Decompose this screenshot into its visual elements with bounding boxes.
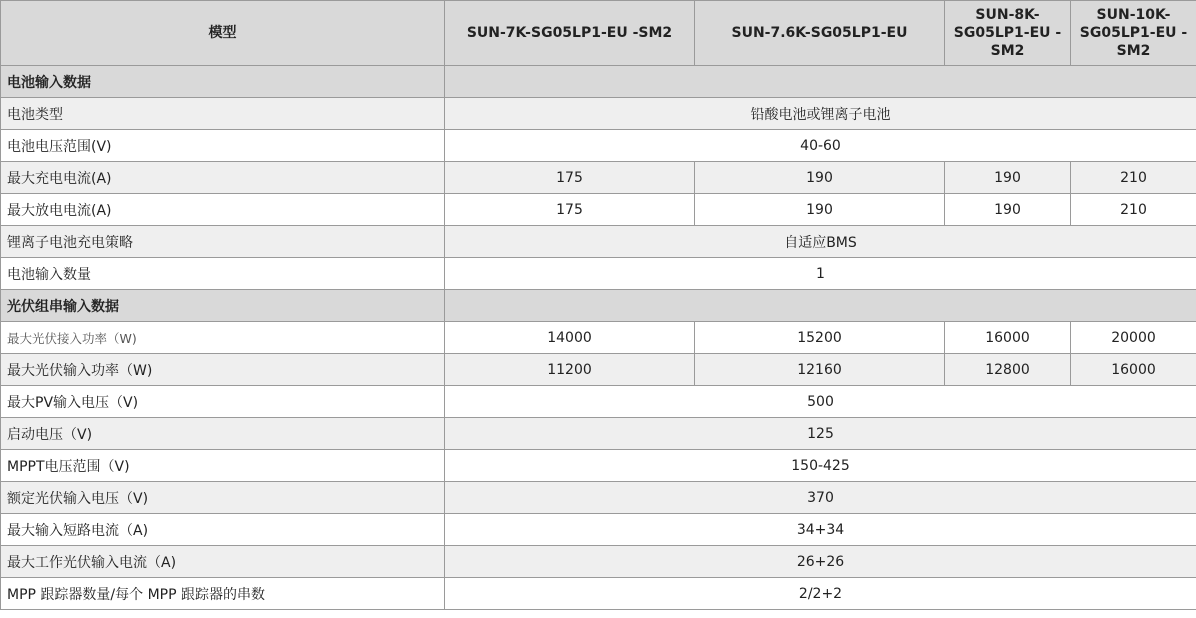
row-value: 210 xyxy=(1071,162,1196,194)
section-row-pv xyxy=(1,290,1196,322)
table-row xyxy=(1,418,1196,450)
header-row xyxy=(1,1,1196,66)
header-model-3: SUN-8K-SG05LP1-EU -SM2 xyxy=(945,1,1071,66)
header-model-2: SUN-7.6K-SG05LP1-EU xyxy=(695,1,945,66)
row-label: 最大工作光伏输入电流（A) xyxy=(1,546,445,578)
row-label: MPP 跟踪器数量/每个 MPP 跟踪器的串数 xyxy=(1,578,445,610)
section-fill xyxy=(445,290,1196,322)
row-label: 额定光伏输入电压（V) xyxy=(1,482,445,514)
row-value: 自适应BMS xyxy=(445,226,1196,258)
table-row xyxy=(1,130,1196,162)
row-label: 最大输入短路电流（A) xyxy=(1,514,445,546)
row-value: 190 xyxy=(695,194,945,226)
row-label: 电池输入数量 xyxy=(1,258,445,290)
row-value: 16000 xyxy=(945,322,1071,354)
row-label: 启动电压（V) xyxy=(1,418,445,450)
row-value: 190 xyxy=(945,194,1071,226)
row-value: 11200 xyxy=(445,354,695,386)
row-label: 最大PV输入电压（V) xyxy=(1,386,445,418)
row-value: 175 xyxy=(445,162,695,194)
row-label: 锂离子电池充电策略 xyxy=(1,226,445,258)
table-row xyxy=(1,386,1196,418)
row-label: 最大光伏输入功率（W) xyxy=(1,354,445,386)
table-row xyxy=(1,98,1196,130)
row-value: 190 xyxy=(695,162,945,194)
header-model: 模型 xyxy=(1,1,445,66)
row-value: 370 xyxy=(445,482,1196,514)
row-value: 26+26 xyxy=(445,546,1196,578)
table-row xyxy=(1,578,1196,610)
row-label: 电池类型 xyxy=(1,98,445,130)
row-label: 最大光伏接入功率（W) xyxy=(1,322,445,354)
row-value: 铅酸电池或锂离子电池 xyxy=(445,98,1196,130)
row-value: 190 xyxy=(945,162,1071,194)
row-value: 125 xyxy=(445,418,1196,450)
row-value: 16000 xyxy=(1071,354,1196,386)
row-value: 12160 xyxy=(695,354,945,386)
table-row xyxy=(1,194,1196,226)
table-row xyxy=(1,226,1196,258)
row-label: 最大放电电流(A) xyxy=(1,194,445,226)
row-value: 150-425 xyxy=(445,450,1196,482)
row-value: 210 xyxy=(1071,194,1196,226)
table-row xyxy=(1,258,1196,290)
row-label: 电池电压范围(V) xyxy=(1,130,445,162)
section-title-pv: 光伏组串输入数据 xyxy=(1,290,445,322)
row-label: MPPT电压范围（V) xyxy=(1,450,445,482)
row-value: 15200 xyxy=(695,322,945,354)
row-value: 500 xyxy=(445,386,1196,418)
row-value: 1 xyxy=(445,258,1196,290)
header-model-4: SUN-10K-SG05LP1-EU -SM2 xyxy=(1071,1,1196,66)
row-value: 34+34 xyxy=(445,514,1196,546)
row-value: 175 xyxy=(445,194,695,226)
section-title-battery: 电池输入数据 xyxy=(1,66,445,98)
row-value: 40-60 xyxy=(445,130,1196,162)
table-row xyxy=(1,450,1196,482)
header-model-1: SUN-7K-SG05LP1-EU -SM2 xyxy=(445,1,695,66)
section-fill xyxy=(445,66,1196,98)
table-row xyxy=(1,162,1196,194)
row-value: 2/2+2 xyxy=(445,578,1196,610)
row-value: 14000 xyxy=(445,322,695,354)
section-row-battery xyxy=(1,66,1196,98)
table-row xyxy=(1,514,1196,546)
row-label: 最大充电电流(A) xyxy=(1,162,445,194)
table-row xyxy=(1,354,1196,386)
row-value: 12800 xyxy=(945,354,1071,386)
table-row xyxy=(1,482,1196,514)
table-row xyxy=(1,546,1196,578)
table-row xyxy=(1,322,1196,354)
row-value: 20000 xyxy=(1071,322,1196,354)
